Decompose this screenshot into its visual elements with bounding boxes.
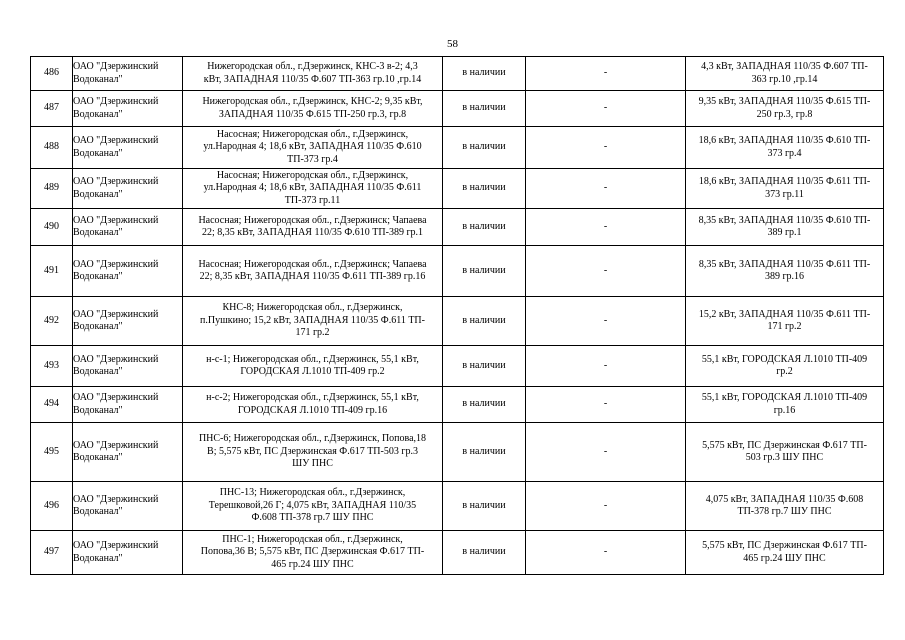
value-text: -	[603, 499, 608, 511]
description-cell	[686, 346, 884, 387]
organization-line: Водоканал"	[73, 366, 123, 377]
row-number: 486	[44, 67, 59, 79]
organization-line: ОАО "Дзержинский	[73, 493, 159, 505]
row-number-cell	[31, 297, 73, 346]
organization-line: ОАО "Дзержинский	[73, 61, 159, 72]
address-line: ШУ ПНС	[292, 458, 333, 470]
organization-cell	[73, 482, 183, 531]
address-line: 22; 8,35 кВт, ЗАПАДНАЯ 110/35 Ф.611 ТП-389 гр.16	[199, 271, 426, 282]
status-cell	[443, 91, 526, 127]
table-row	[31, 531, 884, 575]
description-line: 55,1 кВт, ГОРОДСКАЯ Л.1010 ТП-409	[701, 392, 868, 403]
description-line: ТП-378 гр.7 ШУ ПНС	[737, 506, 832, 517]
description-line: 389 гр.1	[767, 227, 802, 238]
status-cell	[443, 387, 526, 423]
status-cell	[443, 297, 526, 346]
description-line: 8,35 кВт, ЗАПАДНАЯ 110/35 Ф.611 ТП-	[698, 258, 871, 270]
address-line: кВт, ЗАПАДНАЯ 110/35 Ф.607 ТП-363 гр.10 ,гр.14	[203, 73, 422, 85]
description-cell	[686, 423, 884, 482]
row-number-cell	[31, 482, 73, 531]
value-text: -	[603, 141, 608, 153]
page-number: 58	[447, 38, 458, 50]
address-cell	[183, 169, 443, 209]
row-number: 492	[44, 314, 59, 326]
description-line: 55,1 кВт, ГОРОДСКАЯ Л.1010 ТП-409	[701, 353, 868, 365]
value-text: -	[603, 359, 608, 371]
organization-cell	[73, 91, 183, 127]
description-cell	[686, 246, 884, 297]
address-cell	[183, 297, 443, 346]
status-text: в наличии	[462, 546, 506, 558]
value-cell	[526, 169, 686, 209]
address-line: н-с-1; Нижегородская обл., г.Дзержинск, 55,1 кВт,	[206, 353, 419, 365]
value-text: -	[603, 546, 608, 558]
address-line: ПНС-1; Нижегородская обл., г.Дзержинск,	[222, 533, 403, 545]
address-line: Насосная; Нижегородская обл., г.Дзержинск; Чапаева	[198, 258, 427, 270]
status-text: в наличии	[462, 67, 506, 79]
address-line: ГОРОДСКАЯ Л.1010 ТП-409 гр.2	[240, 366, 385, 377]
status-text: в наличии	[462, 182, 506, 194]
address-line: Насосная; Нижегородская обл., г.Дзержинск; Чапаева	[198, 214, 427, 226]
organization-line: Водоканал"	[73, 404, 123, 416]
value-text: -	[603, 220, 608, 232]
row-number-cell	[31, 91, 73, 127]
row-number: 493	[44, 359, 59, 371]
organization-line: Водоканал"	[73, 321, 123, 332]
organization-line: Водоканал"	[73, 73, 123, 85]
description-line: 503 гр.3 ШУ ПНС	[745, 452, 824, 463]
organization-line: ОАО "Дзержинский	[73, 214, 159, 226]
row-number: 496	[44, 499, 59, 511]
description-cell	[686, 531, 884, 575]
organization-cell	[73, 297, 183, 346]
status-cell	[443, 246, 526, 297]
table-row	[31, 169, 884, 209]
value-cell	[526, 531, 686, 575]
table-row	[31, 57, 884, 91]
organization-line: ОАО "Дзержинский	[73, 439, 159, 451]
address-line: ТП-373 гр.11	[284, 194, 341, 206]
row-number: 490	[44, 220, 59, 232]
row-number: 494	[44, 398, 59, 410]
description-line: 389 гр.16	[764, 271, 805, 282]
organization-cell	[73, 423, 183, 482]
organization-line: Водоканал"	[73, 271, 123, 282]
organization-line: Водоканал"	[73, 552, 123, 564]
address-line: Нижегородская обл., г.Дзержинск, КНС-3 в-2; 4,3	[207, 61, 418, 72]
address-line: ТП-373 гр.4	[287, 153, 338, 165]
row-number-cell	[31, 246, 73, 297]
address-cell	[183, 423, 443, 482]
row-number: 491	[44, 264, 59, 276]
value-cell	[526, 297, 686, 346]
status-cell	[443, 127, 526, 169]
row-number-cell	[31, 209, 73, 246]
address-line: В; 5,575 кВт, ПС Дзержинская Ф.617 ТП-503 гр.3	[207, 445, 418, 457]
description-cell	[686, 57, 884, 91]
value-text: -	[603, 264, 608, 276]
address-line: ПНС-13; Нижегородская обл., г.Дзержинск,	[219, 487, 406, 499]
value-cell	[526, 387, 686, 423]
status-text: в наличии	[462, 499, 506, 511]
organization-line: ОАО "Дзержинский	[73, 176, 159, 187]
description-cell	[686, 297, 884, 346]
description-line: 9,35 кВт, ЗАПАДНАЯ 110/35 Ф.615 ТП-	[698, 96, 871, 107]
address-line: ПНС-6; Нижегородская обл., г.Дзержинск, Попова,18	[198, 433, 427, 445]
status-text: в наличии	[462, 102, 506, 114]
table-row	[31, 91, 884, 127]
organization-line: ОАО "Дзержинский	[73, 135, 159, 146]
value-cell	[526, 482, 686, 531]
organization-cell	[73, 246, 183, 297]
row-number: 497	[44, 546, 59, 558]
organization-cell	[73, 387, 183, 423]
description-cell	[686, 387, 884, 423]
address-line: п.Пушкино; 15,2 кВт, ЗАПАДНАЯ 110/35 Ф.611 ТП-	[200, 314, 425, 326]
description-cell	[686, 482, 884, 531]
organization-line: ОАО "Дзержинский	[73, 96, 159, 107]
table-row	[31, 423, 884, 482]
status-text: в наличии	[462, 264, 506, 276]
address-line: 465 гр.24 ШУ ПНС	[271, 558, 354, 570]
address-cell	[183, 91, 443, 127]
address-cell	[183, 246, 443, 297]
table-row	[31, 482, 884, 531]
value-text: -	[603, 182, 608, 194]
organization-line: ОАО "Дзержинский	[73, 392, 159, 403]
equipment-table	[30, 56, 884, 575]
table-body	[31, 57, 884, 575]
address-line: ГОРОДСКАЯ Л.1010 ТП-409 гр.16	[237, 404, 388, 416]
status-text: в наличии	[462, 359, 506, 371]
value-text: -	[603, 314, 608, 326]
description-line: 4,3 кВт, ЗАПАДНАЯ 110/35 Ф.607 ТП-	[701, 61, 868, 72]
row-number: 487	[44, 102, 59, 114]
description-cell	[686, 127, 884, 169]
address-cell	[183, 57, 443, 91]
organization-line: Водоканал"	[73, 452, 123, 463]
description-line: 18,6 кВт, ЗАПАДНАЯ 110/35 Ф.611 ТП-	[698, 176, 871, 187]
row-number: 488	[44, 141, 59, 153]
description-line: 5,575 кВт, ПС Дзержинская Ф.617 ТП-	[702, 540, 867, 551]
address-cell	[183, 346, 443, 387]
address-line: Ф.608 ТП-378 гр.7 ШУ ПНС	[251, 512, 374, 524]
description-line: 250 гр.3, гр.8	[756, 108, 813, 120]
row-number: 489	[44, 182, 59, 194]
status-cell	[443, 423, 526, 482]
description-cell	[686, 209, 884, 246]
description-line: 4,075 кВт, ЗАПАДНАЯ 110/35 Ф.608	[705, 493, 864, 505]
organization-line: ОАО "Дзержинский	[73, 308, 159, 320]
organization-line: ОАО "Дзержинский	[73, 258, 159, 270]
row-number-cell	[31, 387, 73, 423]
status-text: в наличии	[462, 445, 506, 457]
value-cell	[526, 346, 686, 387]
address-line: 171 гр.2	[295, 327, 330, 339]
row-number-cell	[31, 423, 73, 482]
value-cell	[526, 209, 686, 246]
value-cell	[526, 57, 686, 91]
description-line: 8,35 кВт, ЗАПАДНАЯ 110/35 Ф.610 ТП-	[698, 214, 871, 226]
address-line: Нижегородская обл., г.Дзержинск, КНС-2; 9,35 кВт,	[202, 96, 423, 107]
organization-line: Водоканал"	[73, 506, 123, 517]
status-text: в наличии	[462, 220, 506, 232]
organization-cell	[73, 531, 183, 575]
organization-cell	[73, 127, 183, 169]
description-line: 18,6 кВт, ЗАПАДНАЯ 110/35 Ф.610 ТП-	[698, 135, 871, 146]
address-cell	[183, 531, 443, 575]
address-line: ул.Народная 4; 18,6 кВт, ЗАПАДНАЯ 110/35 Ф.610	[203, 141, 422, 153]
address-cell	[183, 209, 443, 246]
description-line: 465 гр.24 ШУ ПНС	[743, 552, 826, 564]
table-row	[31, 387, 884, 423]
organization-cell	[73, 169, 183, 209]
description-line: 373 гр.11	[765, 188, 804, 200]
value-cell	[526, 91, 686, 127]
address-line: Терешковой,26 Г; 4,075 кВт, ЗАПАДНАЯ 110/35	[208, 499, 417, 511]
organization-line: Водоканал"	[73, 227, 123, 238]
address-line: ул.Народная 4; 18,6 кВт, ЗАПАДНАЯ 110/35 Ф.611	[203, 182, 422, 194]
address-line: 22; 8,35 кВт, ЗАПАДНАЯ 110/35 Ф.610 ТП-389 гр.1	[201, 227, 424, 238]
address-line: Попова,36 В; 5,575 кВт, ПС Дзержинская Ф.617 ТП-	[200, 546, 425, 558]
table-row	[31, 246, 884, 297]
address-line: ЗАПАДНАЯ 110/35 Ф.615 ТП-250 гр.3, гр.8	[218, 108, 407, 120]
row-number-cell	[31, 127, 73, 169]
row-number-cell	[31, 169, 73, 209]
status-text: в наличии	[462, 141, 506, 153]
value-cell	[526, 423, 686, 482]
description-line: 373 гр.4	[767, 147, 802, 159]
status-cell	[443, 209, 526, 246]
value-cell	[526, 127, 686, 169]
value-text: -	[603, 102, 608, 114]
status-cell	[443, 531, 526, 575]
row-number-cell	[31, 531, 73, 575]
description-line: гр.16	[773, 404, 796, 416]
organization-cell	[73, 57, 183, 91]
status-cell	[443, 482, 526, 531]
value-text: -	[603, 445, 608, 457]
description-line: 5,575 кВт, ПС Дзержинская Ф.617 ТП-	[702, 439, 867, 451]
address-cell	[183, 387, 443, 423]
organization-cell	[73, 346, 183, 387]
value-text: -	[603, 67, 608, 79]
status-text: в наличии	[462, 314, 506, 326]
row-number: 495	[44, 445, 59, 457]
organization-cell	[73, 209, 183, 246]
organization-line: ОАО "Дзержинский	[73, 353, 159, 365]
status-cell	[443, 57, 526, 91]
status-cell	[443, 169, 526, 209]
address-line: КНС-8; Нижегородская обл., г.Дзержинск,	[222, 302, 403, 314]
status-text: в наличии	[462, 398, 506, 410]
description-cell	[686, 91, 884, 127]
table-row	[31, 346, 884, 387]
description-cell	[686, 169, 884, 209]
table-row	[31, 297, 884, 346]
description-line: 15,2 кВт, ЗАПАДНАЯ 110/35 Ф.611 ТП-	[698, 308, 871, 320]
organization-line: Водоканал"	[73, 108, 123, 120]
row-number-cell	[31, 57, 73, 91]
row-number-cell	[31, 346, 73, 387]
address-line: Насосная; Нижегородская обл., г.Дзержинск,	[216, 128, 409, 140]
table-row	[31, 127, 884, 169]
value-text: -	[603, 398, 608, 410]
address-cell	[183, 482, 443, 531]
description-line: 363 гр.10 ,гр.14	[751, 73, 818, 85]
value-cell	[526, 246, 686, 297]
status-cell	[443, 346, 526, 387]
table-row	[31, 209, 884, 246]
organization-line: Водоканал"	[73, 147, 123, 159]
organization-line: Водоканал"	[73, 188, 123, 200]
address-line: Насосная; Нижегородская обл., г.Дзержинск,	[216, 169, 409, 181]
address-line: н-с-2; Нижегородская обл., г.Дзержинск, 55,1 кВт,	[206, 392, 419, 403]
description-line: гр.2	[776, 366, 793, 377]
organization-line: ОАО "Дзержинский	[73, 540, 159, 551]
address-cell	[183, 127, 443, 169]
description-line: 171 гр.2	[767, 321, 802, 332]
